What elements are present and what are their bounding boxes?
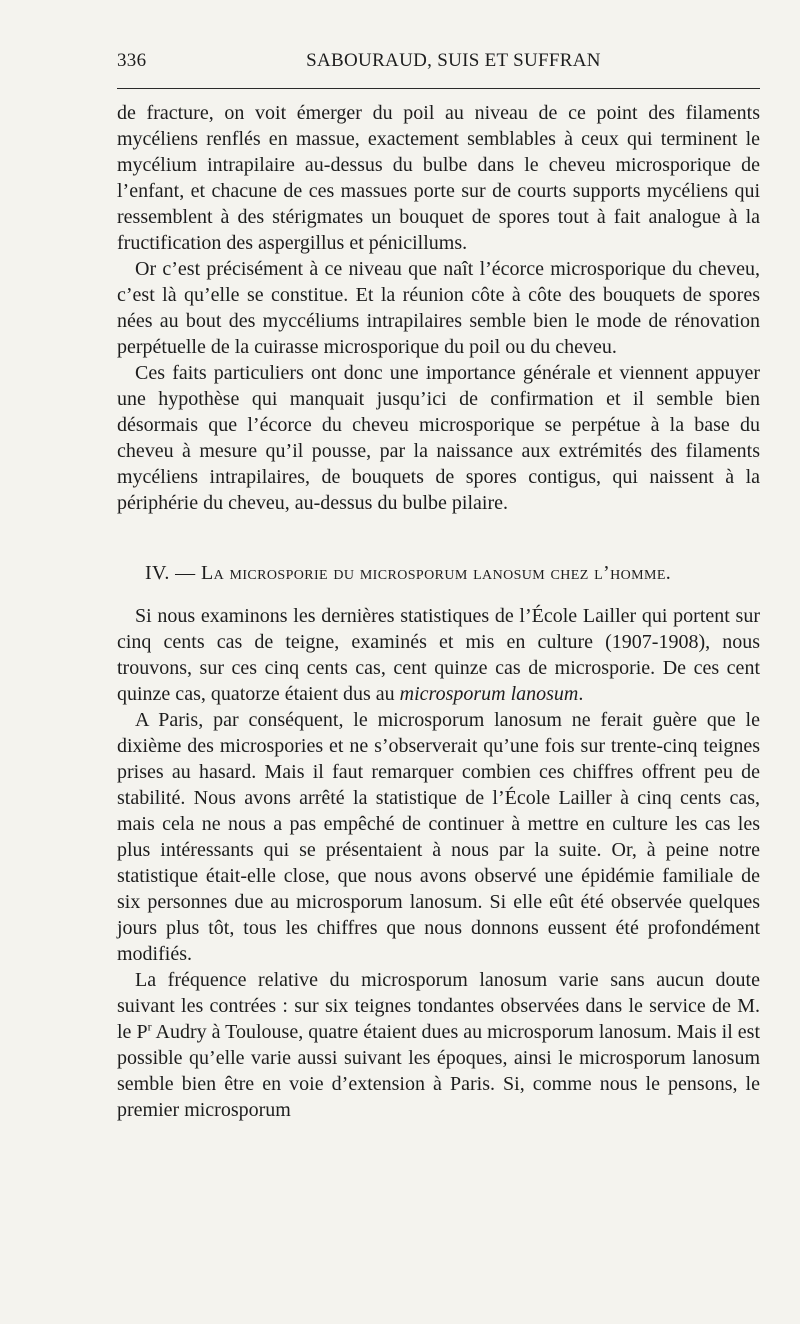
paragraph-continued: de fracture, on voit émerger du poil au niveau de ce point des filaments mycéliens renflés en massue, exactement semblables à ceux qui terminent le mycélium intrapilaire au-dessus du bulbe dans le cheveu microsporique de l’enfant, et chacune de ces massues porte sur de courts supports mycéliens qui ressemblent à des stérigmates un bouquet de spores tout à fait analogue à la fructification des aspergillus et pénicillums. xyxy=(117,102,760,254)
running-title: SABOURAUD, SUIS ET SUFFRAN xyxy=(306,50,601,71)
paragraph: A Paris, par conséquent, le microsporum lanosum ne ferait guère que le dixième des microspories et ne s’observerait qu’une fois sur trente-cinq teignes prises au hasard. Mais il faut remarquer combien ces chiffres offrent peu de stabilité. Nous avons arrêté la statistique de l’École Lailler à cinq cents cas, mais cela ne nous a pas empêché de continuer à mettre en culture les cas les plus intéressants qui se présentaient à nous par la suite. Or, à peine notre statistique était-elle close, que nous avons observé une épidémie familiale de six personnes due au microsporum lanosum. Si elle eût été observée quelques jours plus tôt, tous les chiffres que nous donnons eussent été profondément modifiés. xyxy=(117,709,760,965)
italic-term: microsporum lanosum xyxy=(399,683,579,705)
section-number: IV. xyxy=(145,562,170,584)
header-rule xyxy=(117,88,760,89)
section-dash: — xyxy=(175,562,196,584)
paragraph-end: . xyxy=(578,683,584,705)
section-heading xyxy=(117,560,760,586)
paragraph: Ces faits particuliers ont donc une importance générale et viennent appuyer une hypothèse qui manquait jusqu’ici de confirmation et il semble bien désormais que l’écorce du cheveu microsporique se perpétue à la base du cheveu à mesure qu’il pousse, par la naissance aux extrémités des filaments mycéliens intrapilaires, de bouquets de spores contigus, qui naissent à la périphérie du cheveu, au-dessus du bulbe pilaire. xyxy=(117,362,760,514)
section-title: La microsporie du microsporum lanosum chez l’homme. xyxy=(200,562,672,584)
superscript: r xyxy=(147,1019,152,1034)
running-head xyxy=(117,50,760,80)
paragraph xyxy=(117,967,760,1123)
paragraph-text: Si nous examinons les dernières statistiques de l’École Lailler qui portent sur cinq cents cas de teigne, examinés et mis en culture (1907-1908), nous trouvons, sur ces cinq cents cas, cent quinze cas de microsporie. De ces cent quinze cas, quatorze étaient dus au xyxy=(117,605,760,705)
paragraph xyxy=(117,603,760,707)
body-text xyxy=(117,100,760,1123)
page-number: 336 xyxy=(117,50,147,71)
paragraph: Or c’est précisément à ce niveau que naît l’écorce microsporique du cheveu, c’est là qu’elle se constitue. Et la réunion côte à côte des bouquets de spores nées au bout des myccéliums intrapilaires semble bien le mode de rénovation perpétuelle de la cuirasse microsporique du poil ou du cheveu. xyxy=(117,258,760,358)
paragraph-text: La fréquence relative du microsporum lanosum varie sans aucun doute suivant les contrées : sur six teignes tondantes observées dans le service de M. le P xyxy=(117,969,760,1043)
paragraph-text: Audry à Toulouse, quatre étaient dues au microsporum lanosum. Mais il est possible qu’elle varie aussi suivant les époques, ainsi le microsporum lanosum semble bien être en voie d’extension à Paris. Si, comme nous le pensons, le premier microsporum xyxy=(117,1021,760,1121)
